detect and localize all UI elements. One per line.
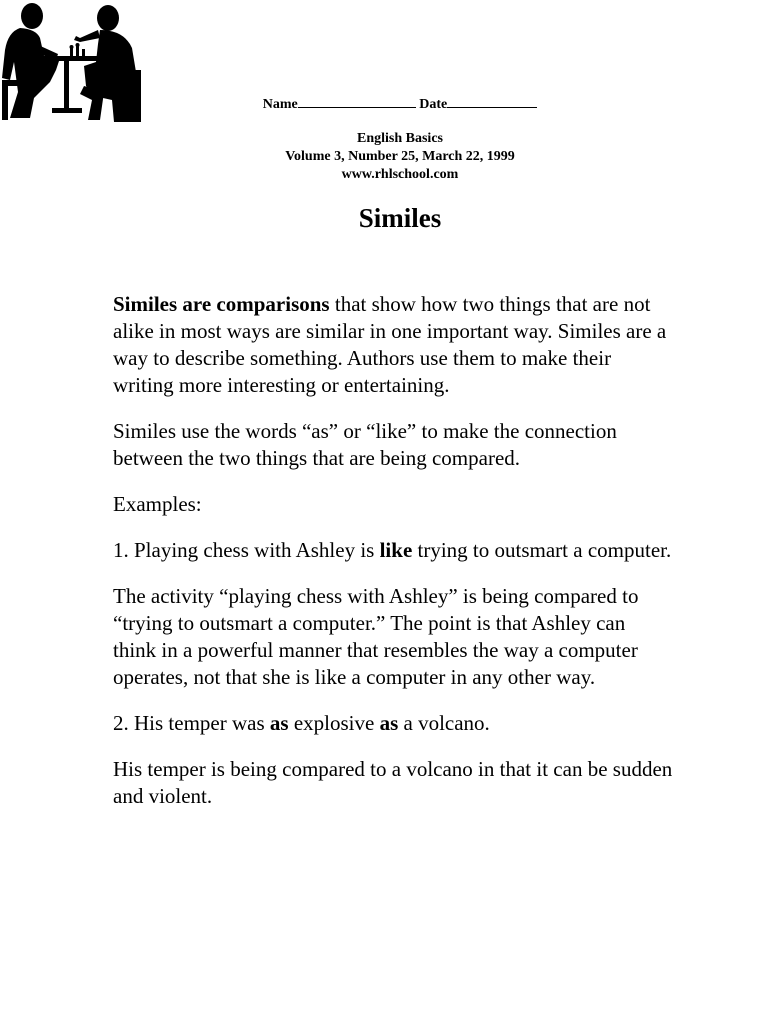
name-blank — [298, 94, 416, 108]
date-blank — [447, 94, 537, 108]
issue-info — [150, 130, 650, 184]
intro-rest: that show how two things that are not alike in most ways are similar in one important way. Similes are a way to describe something. Authors use them to make their writing more interesting or entertaining. — [113, 292, 667, 397]
example-2-pre: 2. His temper was — [113, 711, 270, 735]
example-1-post: trying to outsmart a computer. — [412, 538, 672, 562]
intro-paragraph — [113, 291, 673, 399]
examples-label: Examples: — [113, 492, 202, 516]
issue-line: Volume 3, Number 25, March 22, 1999 — [285, 149, 515, 164]
name-label: Name — [262, 97, 298, 112]
example-1-pre: 1. Playing chess with Ashley is — [113, 538, 380, 562]
explanation-1: The activity “playing chess with Ashley” is being compared to “trying to outsmart a computer.” The point is that Ashley can think in a powerful manner that resembles the way a computer operates, not that she is like a computer in any other way. — [113, 584, 639, 689]
example-2-bold-2: as — [379, 711, 399, 735]
example-2-mid: explosive — [288, 711, 380, 735]
example-1-bold: like — [379, 538, 413, 562]
explanation-2: His temper is being compared to a volcano in that it can be sudden and violent. — [113, 757, 673, 808]
course-name: English Basics — [357, 131, 443, 146]
example-1 — [113, 537, 673, 564]
intro-bold: Similes are comparisons — [113, 292, 330, 316]
chess-players-silhouette-icon — [0, 0, 142, 125]
body-text — [113, 291, 673, 829]
words-paragraph: Similes use the words “as” or “like” to make the connection between the two things that are being compared. — [113, 419, 617, 470]
date-label: Date — [419, 97, 448, 112]
example-2-post: a volcano. — [398, 711, 490, 735]
example-2 — [113, 710, 673, 737]
name-date-line — [150, 94, 650, 114]
example-2-bold-1: as — [269, 711, 289, 735]
page-title: Similes — [358, 203, 442, 233]
website-line: www.rhlschool.com — [341, 167, 459, 182]
